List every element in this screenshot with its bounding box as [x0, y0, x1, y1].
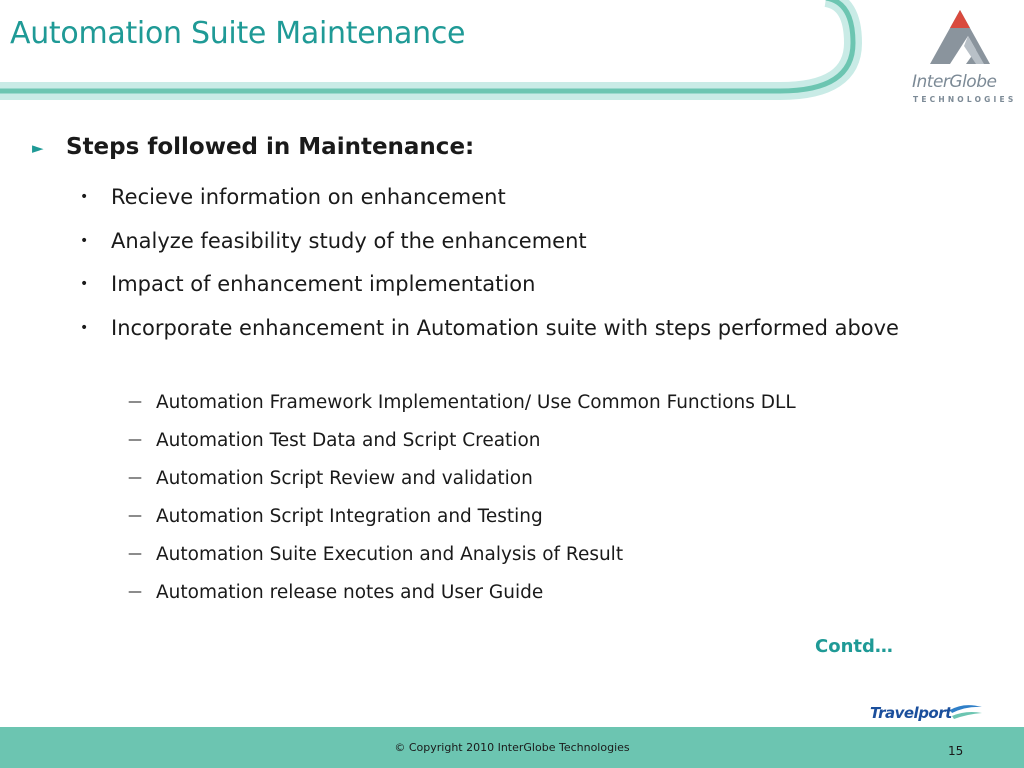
- bullet-text: Recieve information on enhancement: [111, 185, 506, 209]
- bullet-dot-icon: •: [80, 276, 89, 292]
- heading-text: Steps followed in Maintenance:: [66, 134, 475, 160]
- interglobe-logo: [900, 6, 1018, 106]
- page-number: 15: [948, 744, 964, 758]
- bullet-dot-icon: •: [80, 189, 89, 205]
- contd-label: Contd…: [815, 636, 893, 657]
- sub-bullet-text: Automation Suite Execution and Analysis of Result: [156, 544, 624, 565]
- logo-name: InterGlobe: [912, 72, 997, 92]
- dash-bullet-icon: —: [128, 584, 142, 600]
- travelport-swoosh-icon: [948, 702, 984, 722]
- sub-bullet-text: Automation Framework Implementation/ Use Common Functions DLL: [156, 392, 796, 413]
- triangle-bullet-icon: ►: [32, 139, 44, 157]
- bullet-dot-icon: •: [80, 233, 89, 249]
- bullet-text: Analyze feasibility study of the enhancement: [111, 229, 587, 253]
- travelport-logo: [870, 700, 985, 728]
- dash-bullet-icon: —: [128, 394, 142, 410]
- bullet-dot-icon: •: [80, 320, 89, 336]
- bullet-item: [80, 179, 960, 215]
- sub-bullet-text: Automation Script Review and validation: [156, 468, 533, 489]
- logo-subtitle: TECHNOLOGIES: [913, 95, 1017, 104]
- sub-bullet-text: Automation Test Data and Script Creation: [156, 430, 541, 451]
- bullet-item: [80, 266, 960, 302]
- bullet-item: [80, 223, 960, 259]
- slide-title: Automation Suite Maintenance: [10, 16, 466, 51]
- interglobe-triangle-icon: [926, 6, 996, 68]
- dash-bullet-icon: —: [128, 508, 142, 524]
- sub-bullet-text: Automation release notes and User Guide: [156, 582, 544, 603]
- dash-bullet-icon: —: [128, 470, 142, 486]
- travelport-brand: Travelport: [870, 704, 952, 722]
- bullet-text: Impact of enhancement implementation: [111, 272, 536, 296]
- bullet-item: [80, 310, 910, 346]
- dash-bullet-icon: —: [128, 432, 142, 448]
- dash-bullet-icon: —: [128, 546, 142, 562]
- copyright-text: © Copyright 2010 InterGlobe Technologies: [394, 741, 630, 754]
- sub-bullet-text: Automation Script Integration and Testing: [156, 506, 543, 527]
- bullet-text: Incorporate enhancement in Automation suite with steps performed above: [111, 316, 899, 340]
